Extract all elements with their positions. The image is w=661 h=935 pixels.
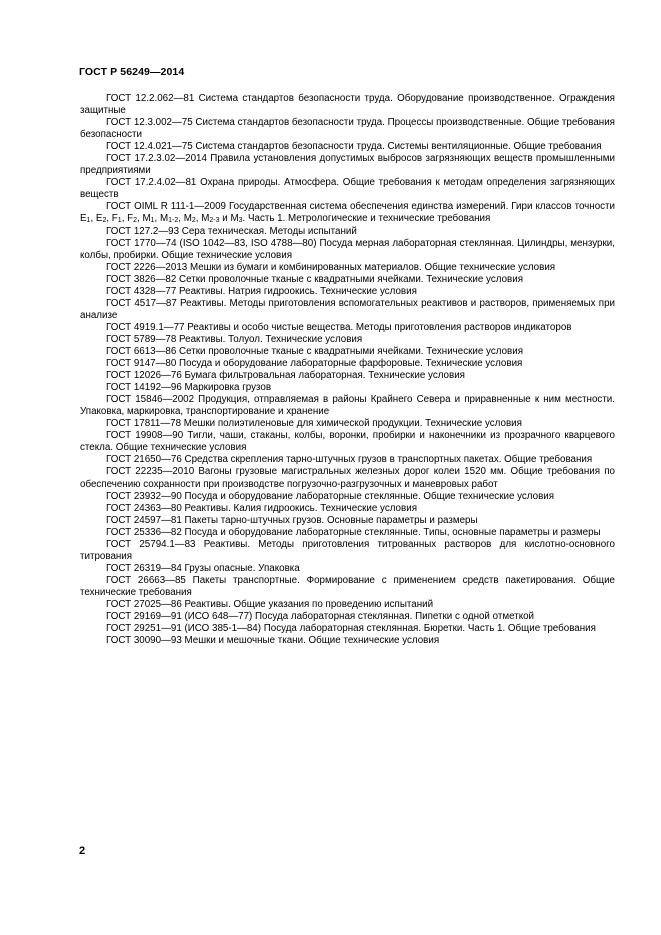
oiml-lead: ГОСТ OIML R 111-1—2009 Государственная система обеспечения единства измерений. Гири классов точности E [80, 201, 615, 225]
reference-item: ГОСТ 23932—90 Посуда и оборудование лабораторные стеклянные. Общие технические условия [106, 490, 555, 502]
reference-item: ГОСТ 12.3.002—75 Система стандартов безопасности труда. Процессы производственные. Общие требования безопасности [80, 117, 615, 141]
reference-item-oiml: ГОСТ OIML R 111-1—2009 Государственная система обеспечения единства измерений. Гири классов точности $E_1$, $E_2$, $F_1$, $F_2$, $M_1$, $M_{1-2}$, $M_2$, $M_{2-3}$ и $M_3$. Часть 1. Метрологические и технические требования [80, 201, 615, 225]
reference-item: ГОСТ 9147—80 Посуда и оборудование лабораторные фарфоровые. Технические условия [106, 358, 523, 370]
reference-item: ГОСТ 5789—78 Реактивы. Толуол. Технические условия [106, 333, 363, 345]
oiml-tail: . Часть 1. Метрологические и технические требования [242, 213, 491, 225]
reference-item: ГОСТ 17.2.4.02—81 Охрана природы. Атмосфера. Общие требования к методам определения загрязняющих веществ [80, 177, 615, 201]
reference-item: ГОСТ 2226—2013 Мешки из бумаги и комбинированных материалов. Общие технические условия [106, 261, 556, 273]
reference-item: ГОСТ 29169—91 (ИСО 648—77) Посуда лабораторная стеклянная. Пипетки с одной отметкой [106, 611, 535, 623]
reference-item: ГОСТ 24363—80 Реактивы. Калия гидроокись. Технические условия [106, 502, 417, 514]
document-header: ГОСТ Р 56249—2014 [79, 66, 185, 78]
normative-references [80, 93, 615, 647]
reference-item: ГОСТ 29251—91 (ИСО 385-1—84) Посуда лабораторная стеклянная. Бюретки. Часть 1. Общие требования [106, 623, 596, 635]
reference-item: ГОСТ 26663—85 Пакеты транспортные. Формирование с применением средств пакетирования. Общие технические требования [80, 574, 615, 598]
reference-item: ГОСТ 1770—74 (ISO 1042—83, ISO 4788—80) Посуда мерная лабораторная стеклянная. Цилиндры, мензурки, колбы, пробирки. Общие технические условия [80, 237, 615, 261]
reference-item: ГОСТ 30090—93 Мешки и мешочные ткани. Общие технические условия [106, 635, 440, 647]
reference-item: ГОСТ 26319—84 Грузы опасные. Упаковка [106, 562, 300, 574]
reference-item: ГОСТ 12.2.062—81 Система стандартов безопасности труда. Оборудование производственное. Ограждения защитные [80, 93, 615, 117]
reference-item: ГОСТ 25336—82 Посуда и оборудование лабораторные стеклянные. Типы, основные параметры и размеры [106, 526, 601, 538]
reference-item: ГОСТ 12.4.021—75 Система стандартов безопасности труда. Системы вентиляционные. Общие требования [106, 141, 602, 153]
reference-item: ГОСТ 4517—87 Реактивы. Методы приготовления вспомогательных реактивов и растворов, применяемых при анализе [80, 297, 615, 321]
reference-item: ГОСТ 4328—77 Реактивы. Натрия гидроокись. Технические условия [106, 285, 417, 297]
reference-item: ГОСТ 127.2—93 Сера техническая. Методы испытаний [106, 225, 357, 237]
reference-item: ГОСТ 19908—90 Тигли, чаши, стаканы, колбы, воронки, пробирки и наконечники из прозрачного кварцевого стекла. Общие технические условия [80, 430, 615, 454]
reference-item: ГОСТ 21650—76 Средства скрепления тарно-штучных грузов в транспортных пакетах. Общие требования [106, 454, 593, 466]
page-number: 2 [79, 845, 86, 857]
reference-item: ГОСТ 15846—2002 Продукция, отправляемая в районы Крайнего Севера и приравненные к ним местности. Упаковка, маркировка, транспортирование и хранение [80, 394, 615, 418]
reference-item: ГОСТ 6613—86 Сетки проволочные тканые с квадратными ячейками. Технические условия [106, 345, 524, 357]
reference-item: ГОСТ 27025—86 Реактивы. Общие указания по проведению испытаний [106, 598, 434, 610]
reference-item: ГОСТ 22235—2010 Вагоны грузовые магистральных железных дорог колеи 1520 мм. Общие требования по обеспечению сохранности при производстве погрузочно-разгрузочных и маневровых работ [80, 466, 615, 490]
reference-item: ГОСТ 14192—96 Маркировка грузов [106, 382, 272, 394]
reference-item: ГОСТ 24597—81 Пакеты тарно-штучных грузов. Основные параметры и размеры [106, 514, 478, 526]
reference-item: ГОСТ 17.2.3.02—2014 Правила установления допустимых выбросов загрязняющих веществ промышленными предприятиями [80, 153, 615, 177]
reference-item: ГОСТ 12026—76 Бумага фильтровальная лабораторная. Технические условия [106, 370, 465, 382]
reference-item: ГОСТ 25794.1—83 Реактивы. Методы приготовления титрованных растворов для кислотно-основного титрования [80, 538, 615, 562]
reference-item: ГОСТ 3826—82 Сетки проволочные тканые с квадратными ячейками. Технические условия [106, 273, 524, 285]
reference-item: ГОСТ 4919.1—77 Реактивы и особо чистые вещества. Методы приготовления растворов индикаторов [106, 321, 572, 333]
reference-item: ГОСТ 17811—78 Мешки полиэтиленовые для химической продукции. Технические условия [106, 418, 522, 430]
